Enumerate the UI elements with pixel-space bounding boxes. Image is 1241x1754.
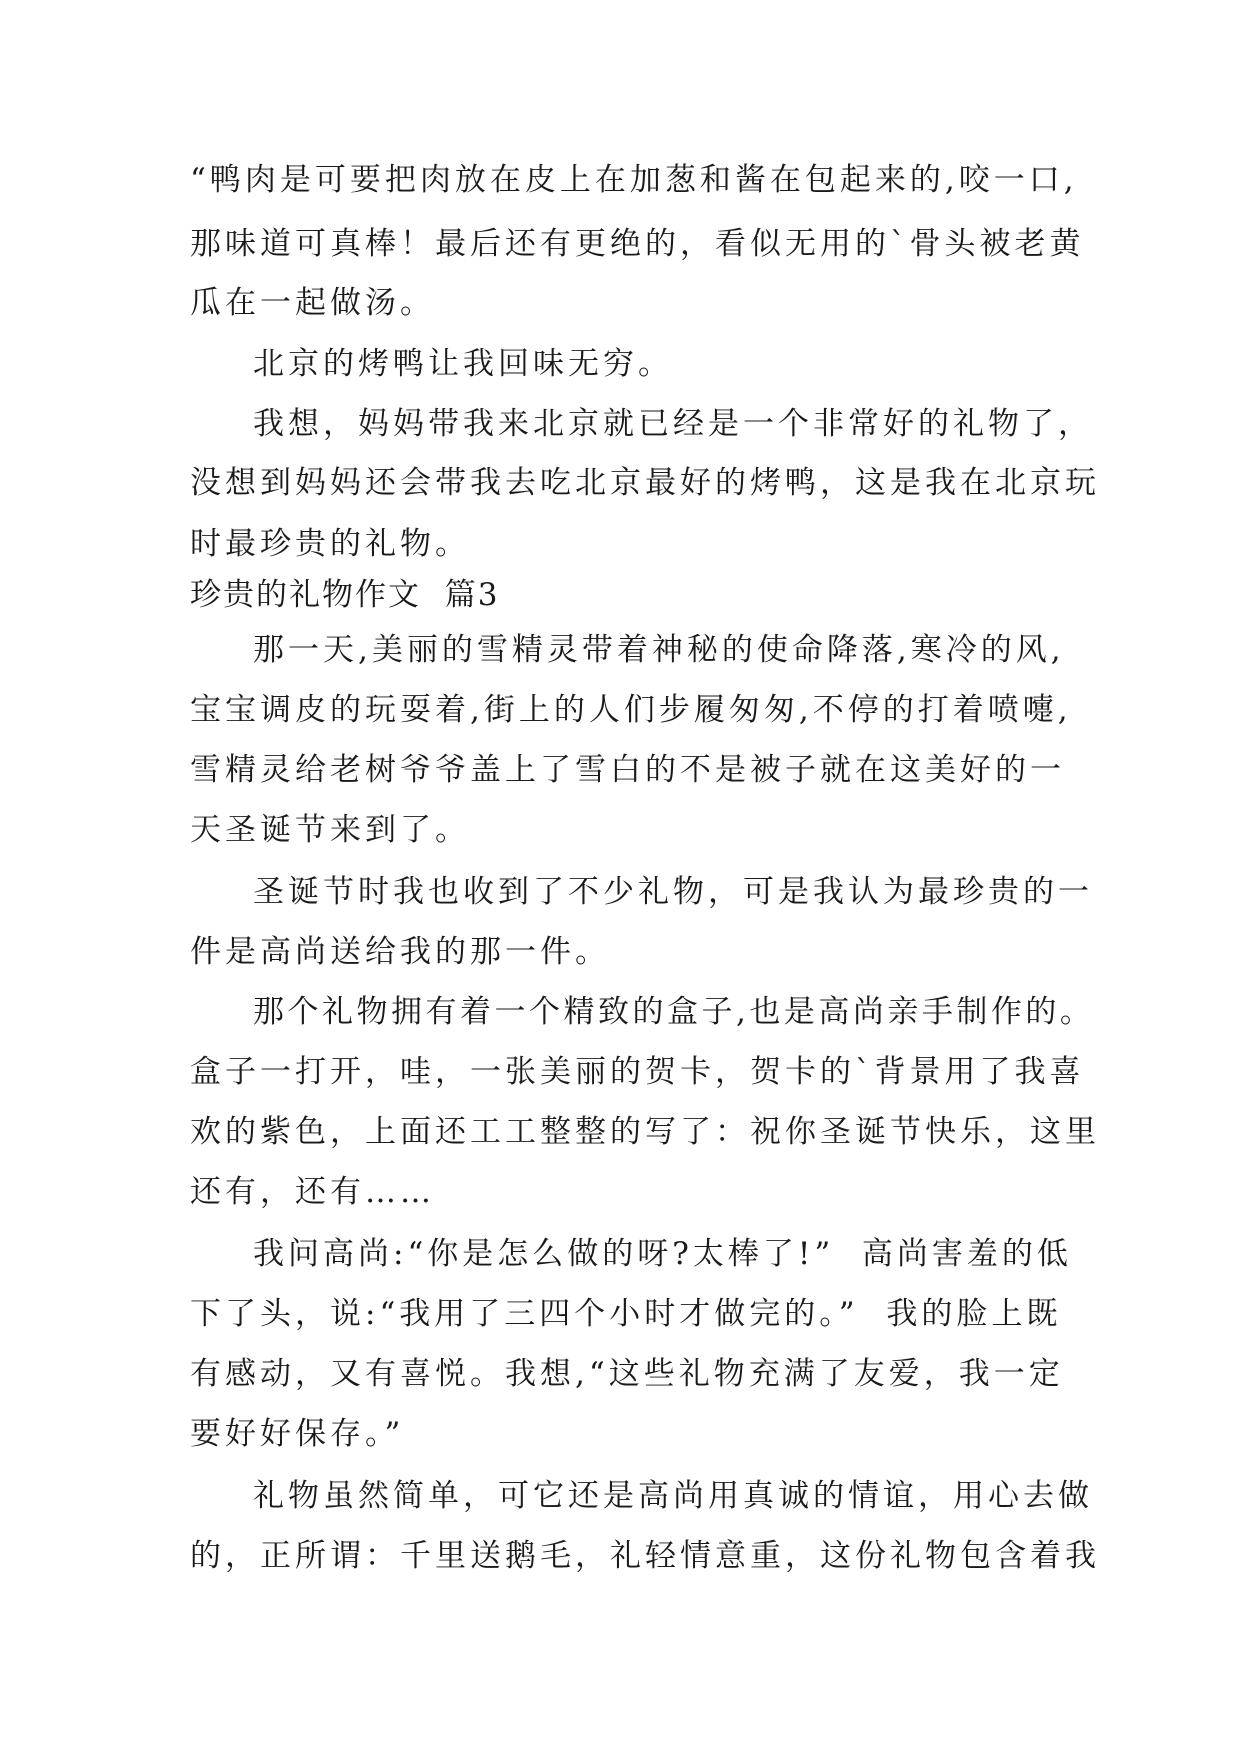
text-line: 欢的紫色，上面还工工整整的写了：祝你圣诞节快乐，这里 (190, 1114, 1100, 1150)
text-line: 盒子一打开，哇，一张美丽的贺卡，贺卡的`背景用了我喜 (190, 1054, 1085, 1090)
text-line: 没想到妈妈还会带我去吃北京最好的烤鸭，这是我在北京玩 (190, 465, 1100, 501)
text-line: 还有，还有…… (190, 1174, 435, 1210)
text-line: 我想，妈妈带我来北京就已经是一个非常好的礼物了， (253, 406, 1093, 442)
text-line: 我问高尚:“你是怎么做的呀?太棒了!” 高尚害羞的低 (253, 1236, 1072, 1272)
text-line: 礼物虽然简单，可它还是高尚用真诚的情谊，用心去做 (253, 1478, 1093, 1514)
text-line: 圣诞节时我也收到了不少礼物，可是我认为最珍贵的一 (253, 874, 1093, 910)
text-line: 下了头，说:“我用了三四个小时才做完的。” 我的脸上既 (190, 1296, 1062, 1332)
text-line: 件是高尚送给我的那一件。 (190, 934, 610, 970)
text-line: 天圣诞节来到了。 (190, 812, 470, 848)
text-line: “鸭肉是可要把肉放在皮上在加葱和酱在包起来的,咬一口, (190, 162, 1078, 198)
text-line: 要好好保存。” (190, 1416, 405, 1452)
text-line: 的，正所谓：千里送鹅毛，礼轻情意重，这份礼物包含着我 (190, 1538, 1100, 1574)
text-line: 那味道可真棒！最后还有更绝的，看似无用的`骨头被老黄 (190, 226, 1085, 262)
text-line: 宝宝调皮的玩耍着,街上的人们步履匆匆,不停的打着喷嚏, (190, 692, 1072, 728)
text-line: 雪精灵给老树爷爷盖上了雪白的不是被子就在这美好的一 (190, 752, 1065, 788)
text-line: 那个礼物拥有着一个精致的盒子,也是高尚亲手制作的。 (253, 994, 1095, 1030)
section-heading: 珍贵的礼物作文 篇3 (190, 577, 500, 613)
text-line: 北京的烤鸭让我回味无穷。 (253, 346, 673, 382)
text-line: 瓜在一起做汤。 (190, 285, 435, 321)
text-line: 有感动，又有喜悦。我想,“这些礼物充满了友爱，我一定 (190, 1356, 1064, 1392)
text-line: 时最珍贵的礼物。 (190, 526, 470, 562)
text-line: 那一天,美丽的雪精灵带着神秘的使命降落,寒冷的风, (253, 632, 1065, 668)
